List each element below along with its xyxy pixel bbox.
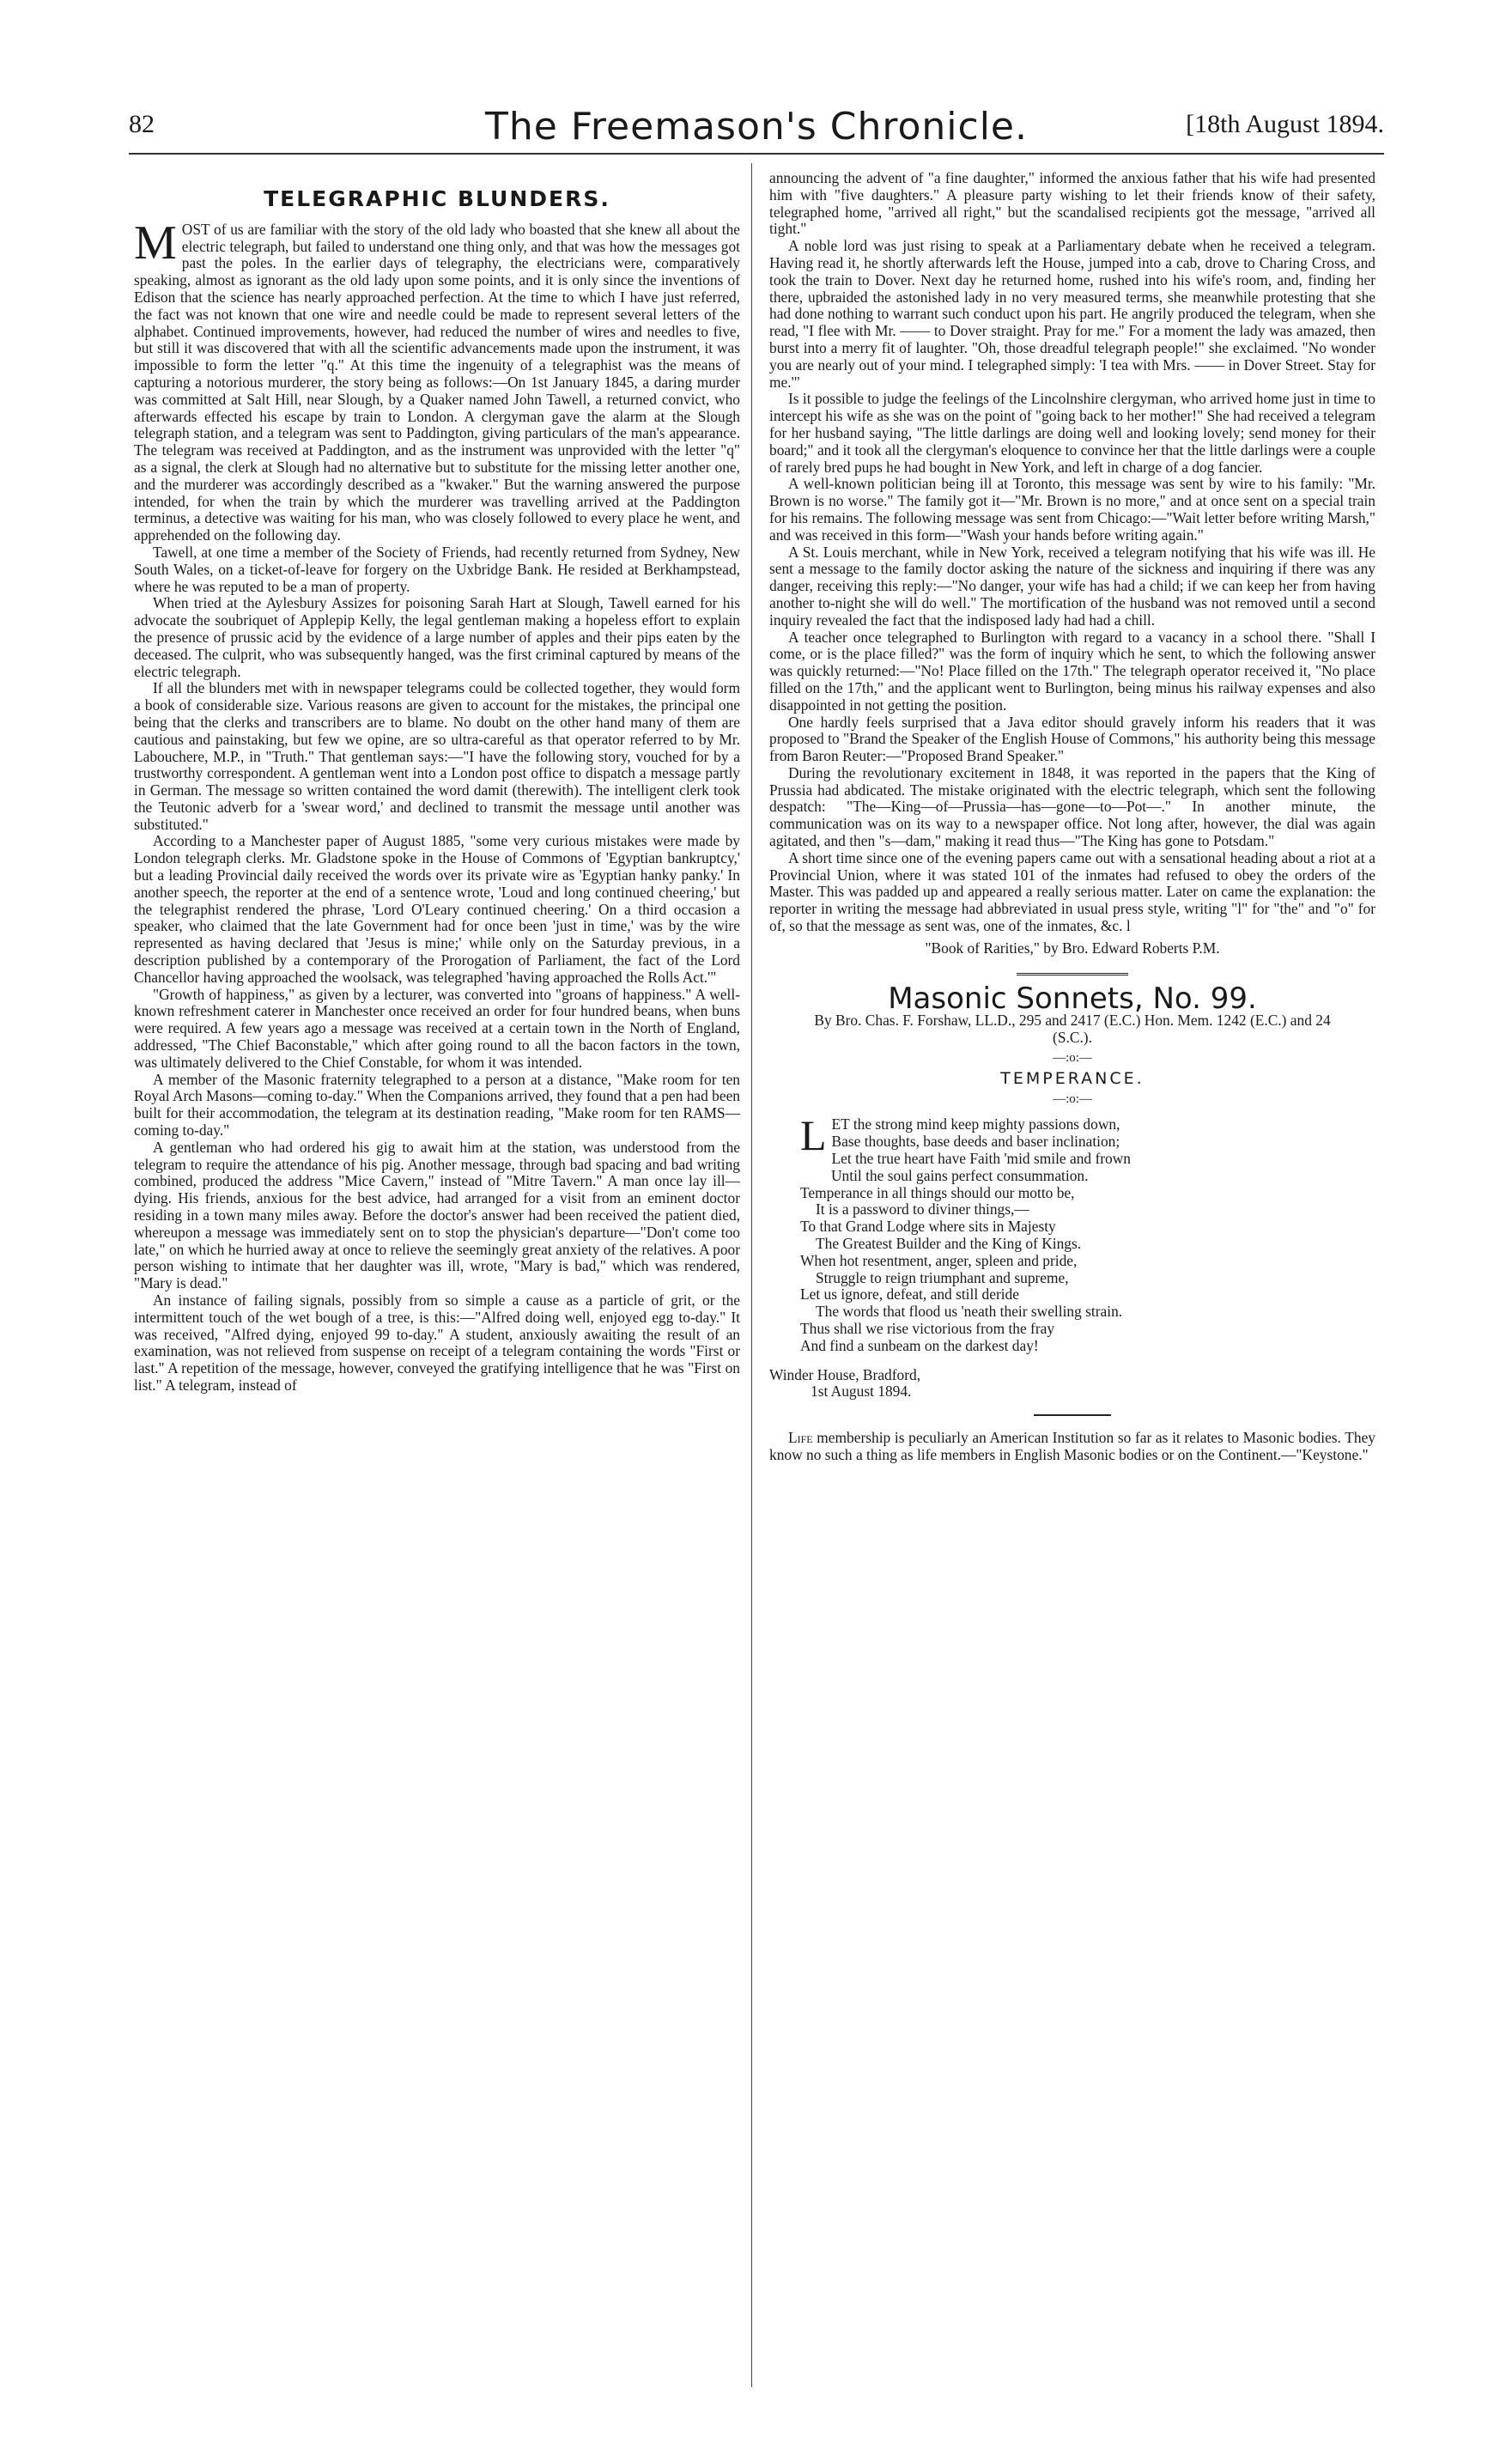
poem-line: LET the strong mind keep mighty passions down,: [800, 1111, 1120, 1160]
article-paragraph: Tawell, at one time a member of the Society of Friends, had recently returned from Sydney, New South Wales, on a ticket-of-leave for forgery on the Uxbridge Bank. He resided at Berkhampstead, where he was reputed to be a man of property.: [134, 543, 740, 595]
note-text: membership is peculiarly an American Institution so far as it relates to Masonic bodies. They know no such a thing as life members in English Masonic bodies or on the Continent.—"Keystone.": [769, 1429, 1375, 1463]
right-column: [769, 170, 1375, 1464]
article-paragraph: MOST of us are familiar with the story of the old lady who boasted that she knew all about the electric telegraph, but failed to understand one thing only, and that was how the messages got past the poles. In the earlier days of telegraphy, the electricians were, comparatively speaking, almost as ignorant as the old lady upon some points, and it is only since the inventions of Edison that the science has nearly approached perfection. At the time to which I have just referred, the fact was not known that one wire and needle could be made to represent several letters of the alphabet. Continued improvements, however, had reduced the number of wires and needles to five, but still it was discovered that with all the scientific advancements made upon the instrument, it was impossible to form the letter "q." At this time the ingenuity of a telegraphist was the means of capturing a notorious murderer, the story being as follows:—On 1st January 1845, a daring murder was committed at Salt Hill, near Slough, by a Quaker named John Tawell, a returned convict, who afterwards effected his escape by train to London. A clergyman gave the alarm at the Slough telegraph station, and a telegram was sent to Paddington, giving particulars of the man's appearance. The telegram was received at Paddington, and as the instrument was unprovided with the letter "q" as a signal, the clerk at Slough had no alternative but to substitute for the missing letter another one, and the murderer was accordingly described as a "kwaker." But the warning answered the purpose intended, for when the train by which the murderer was travelling arrived at the Paddington terminus, a detective was waiting for his man, who was closely followed to every place he went, and apprehended on the following day.: [134, 216, 740, 544]
section-separator: [1017, 973, 1128, 975]
note-lead: Life: [788, 1429, 813, 1447]
article-paragraph: According to a Manchester paper of August 1885, "some very curious mistakes were made by London telegraph clerks. Mr. Gladstone spoke in the House of Commons of 'Egyptian bankruptcy,' but a leading Provincial daily received the words over its private wire as 'Egyptian hanky panky.' In another speech, the reporter at the end of a sentence wrote, 'Loud and long continued cheering,' but the telegraphist rendered the phrase, 'Lord O'Leary continued cheering.' On a third occasion a speaker, who claimed that the late Government had for once been 'just in time,' was by the wire represented as having declared that 'Jesus is mine;' while only on the Saturday previous, in a description published by a contemporary of the Prorogation of Parliament, the fact of the Lord Chancellor having approached the woolsack, was telegraphed 'having approached the Rolls Act.'": [134, 832, 740, 986]
article-paragraph: One hardly feels surprised that a Java editor should gravely inform his readers that it was proposed to "Brand the Speaker of the English House of Commons," his authority being this message from Baron Reuter:—"Proposed Brand Speaker.": [769, 713, 1375, 765]
article-credit: "Book of Rarities," by Bro. Edward Roberts P.M.: [925, 939, 1220, 957]
note-paragraph: [769, 1430, 1375, 1464]
poem-line: To that Grand Lodge where sits in Majesty: [800, 1218, 1056, 1236]
article-paragraph: A well-known politician being ill at Toronto, this message was sent by wire to his family: "Mr. Brown is no worse." The family got it—"Mr. Brown is no more," and at once sent on a special train for his remains. The following message was sent from Chicago:—"Wait letter before writing Marsh," and was received in this form—"Wash your hands before writing again.": [769, 475, 1375, 544]
poem-line: And find a sunbeam on the darkest day!: [800, 1336, 1039, 1354]
signature-date: 1st August 1894.: [811, 1383, 912, 1401]
article-paragraph: A member of the Masonic fraternity telegraphed to a person at a distance, "Make room for ten Royal Arch Masons—coming to-day." When the Companions arrived, they found that a pen had been built for their accommodation, the telegram at its destination reading, "Make room for ten RAMS—coming to-day.": [134, 1070, 740, 1139]
drop-cap: M: [134, 216, 177, 270]
page-header: [129, 105, 1384, 149]
article-paragraph: "Growth of happiness," as given by a lecturer, was converted into "groans of happiness." A well-known refreshment caterer in Manchester once received an order for four hundred beans, when buns were required. A few years ago a message was received at a certain town in the North of England, addressed, "The Chief Baconstable," which after going round to all the bacon factors in the town, was ultimately delivered to the Chief Constable, for whom it was intended.: [134, 985, 740, 1071]
article-paragraph: Is it possible to judge the feelings of the Lincolnshire clergyman, who arrived home just in time to intercept his wife as she was on the point of "going back to her mother!" She had received a telegram for her husband saying, "The little darlings are doing well and looking lovely; send money for their board;" and it took all the clergyman's eloquence to convince her that the little darlings were a couple of rarely bred pups he had bought in New York, and left in charge of a dog fancier.: [769, 390, 1375, 476]
journal-title: The Freemason's Chronicle.: [485, 105, 1028, 149]
poem-line: Temperance in all things should our motto be,: [800, 1183, 1075, 1201]
article-paragraph: A teacher once telegraphed to Burlington with regard to a vacancy in a school there. "Shall I come, or is the place filled?" was the form of inquiry which he sent, to which the following answer was quickly returned:—"No! Place filled on the 17th." The telegraph operator received it, "No place filled on the 17th," and the applicant went to Burlington, being minus his railway expenses and also disappointed in not getting the position.: [769, 628, 1375, 714]
poem-drop-cap: L: [800, 1111, 827, 1160]
poem-line: Let the true heart have Faith 'mid smile and frown: [831, 1150, 1131, 1168]
article-paragraph: If all the blunders met with in newspaper telegrams could be collected together, they would form a book of considerable size. Various reasons are given to account for the mistakes, the principal one being that the clerks and transcribers are to blame. No doubt on the other hand many of them are cautious and painstaking, but few we opine, are so ultra-careful as that operator referred to by Mr. Labouchere, M.P., in "Truth." That gentleman says:—"I have the following story, vouched for by a trustworthy correspondent. A gentleman went into a London post office to dispatch a message partly in German. The message so written contained the word damit (therewith). The intelligent clerk took the Teutonic adverb for a 'swear word,' and declined to transmit the message until another was substituted.": [134, 679, 740, 833]
header-rule: [129, 153, 1384, 155]
article-paragraph: A gentleman who had ordered his gig to await him at the station, was understood from the telegram to require the attendance of his pig. Another message, through bad spacing and bad writing combined, produced the address "Mice Cavern," instead of "Mitre Tavern." A man once lay ill—dying. His friends, anxious for the best advice, had arranged for a visit from an eminent doctor residing in a town many miles away. Before the doctor's answer had been received the patient died, whereupon a message was immediately sent on to stop the physician's departure—"Don't come too late," on which he hurried away at once to relieve the seemingly great anxiety of the relatives. A poor person wishing to intimate that her daughter was ill, wrote, "Mary is bad," which was rendered, "Mary is dead.": [134, 1138, 740, 1292]
article-paragraph: A St. Louis merchant, while in New York, received a telegram notifying that his wife was ill. He sent a message to the family doctor asking the nature of the sickness and inquiring if there was any danger, receiving this reply:—"No danger, your wife has had a child; if we can keep her from having another to-night she will do well." The mortification of the husband was not removed until a second inquiry revealed the fact that the indisposed lady had had a chill.: [769, 543, 1375, 629]
article-paragraph: During the revolutionary excitement in 1848, it was reported in the papers that the King of Prussia had abdicated. The mistake originated with the electric telegraph, which sent the following despatch: "The—King—of—Prussia—has—gone—to—Pot—." In another minute, the communication was on its way to a newspaper office. Not long after, however, the dial was again agitated, and then "s—dam," making it read thus—"The King has gone to Potsdam.": [769, 763, 1375, 850]
sonnet-title: Masonic Sonnets, No. 99.: [888, 981, 1257, 1016]
section-separator: [1034, 1414, 1111, 1416]
issue-date: [18th August 1894.: [1186, 110, 1384, 138]
poem-line: Thus shall we rise victorious from the fray: [800, 1320, 1055, 1337]
poem-line: Let us ignore, defeat, and still deride: [800, 1285, 1019, 1304]
poem-line: Struggle to reign triumphant and supreme,: [816, 1268, 1069, 1286]
poem-line: Base thoughts, base deeds and baser inclination;: [831, 1133, 1120, 1151]
article-paragraph: An instance of failing signals, possibly from so simple a cause as a particle of grit, or the intermittent touch of the wet bough of a tree, is this:—"Alfred doing well, enjoyed egg to-day." It was received, "Alfred dying, enjoyed 99 to-day." A student, anxiously awaiting the result of an examination, was not relieved from suspense on receipt of a telegram containing the words "First or last." A repetition of the message, however, conveyed the gratifying intelligence that he was "First on list." A telegram, instead of: [134, 1291, 740, 1394]
sonnet-theme: TEMPERANCE.: [1000, 1068, 1145, 1088]
page-number: 82: [129, 110, 155, 138]
left-column: [134, 170, 740, 1395]
poem-line: Until the soul gains perfect consummation.: [831, 1166, 1089, 1184]
article-paragraph: A noble lord was just rising to speak at a Parliamentary debate when he received a telegram. Having read it, he shortly afterwards left the House, jumped into a cab, drove to Charing Cross, and took the train to Dover. Next day he returned home, rushed into his wife's room, and, finding her there, upbraided the astonished lady in no very measured terms, she meanwhile protesting that she had done nothing to warrant such conduct upon his part. He angrily produced the telegram, when she read, "I flee with Mr. —— to Dover straight. Pray for me." For a moment the lady was amazed, then burst into a merry fit of laughter. "Oh, those dreadful telegraph people!" she exclaimed. "No wonder you are nearly out of your mind. I telegraphed simply: 'I tea with Mrs. —— in Dover Street. Stay for me.'": [769, 237, 1375, 391]
poem-line: It is a password to diviner things,—: [816, 1200, 1029, 1218]
article-paragraph: A short time since one of the evening papers came out with a sensational heading about a riot at a Provincial Union, where it was stated 101 of the inmates had refused to obey the orders of the Master. This was padded up and appeared a really serious matter. Later on came the explanation: the reporter in writing the message had abbreviated in usual press style, writing "l" for "the" and "o" for of, so that the message as sent was, one of the inmates, &c. l: [769, 848, 1375, 935]
sonnet-poem: [800, 1111, 1375, 1354]
sonnet-byline: By Bro. Chas. F. Forshaw, LL.D., 295 and 2417 (E.C.) Hon. Mem. 1242 (E.C.) and 24 (S.C.).: [814, 1012, 1331, 1047]
article-paragraph: announcing the advent of "a fine daughter," informed the anxious father that his wife had presented him with "five daughters." A pleasure party wishing to let their friends know of their safety, telegraphed home, "arrived all right," but the scandalised recipients got the message, "arrived all tight.": [769, 169, 1375, 238]
poem-line: The Greatest Builder and the King of Kings.: [816, 1235, 1082, 1253]
ornament-divider: —:o:—: [1053, 1091, 1092, 1106]
column-divider: [751, 163, 752, 2387]
ornament-divider: —:o:—: [1053, 1051, 1092, 1066]
article-title: TELEGRAPHIC BLUNDERS.: [264, 186, 610, 211]
signature-place: Winder House, Bradford,: [769, 1365, 921, 1383]
poem-line: The words that flood us 'neath their swelling strain.: [816, 1303, 1123, 1321]
poem-line: When hot resentment, anger, spleen and pride,: [800, 1251, 1078, 1269]
article-paragraph: When tried at the Aylesbury Assizes for poisoning Sarah Hart at Slough, Tawell earned for his advocate the soubriquet of Applepip Kelly, the legal gentleman making a hopeless effort to explain the presence of prussic acid by the evidence of a large number of apples and their pips eaten by the deceased. The culprit, who was subsequently hanged, was the first criminal captured by means of the electric telegraph.: [134, 594, 740, 680]
